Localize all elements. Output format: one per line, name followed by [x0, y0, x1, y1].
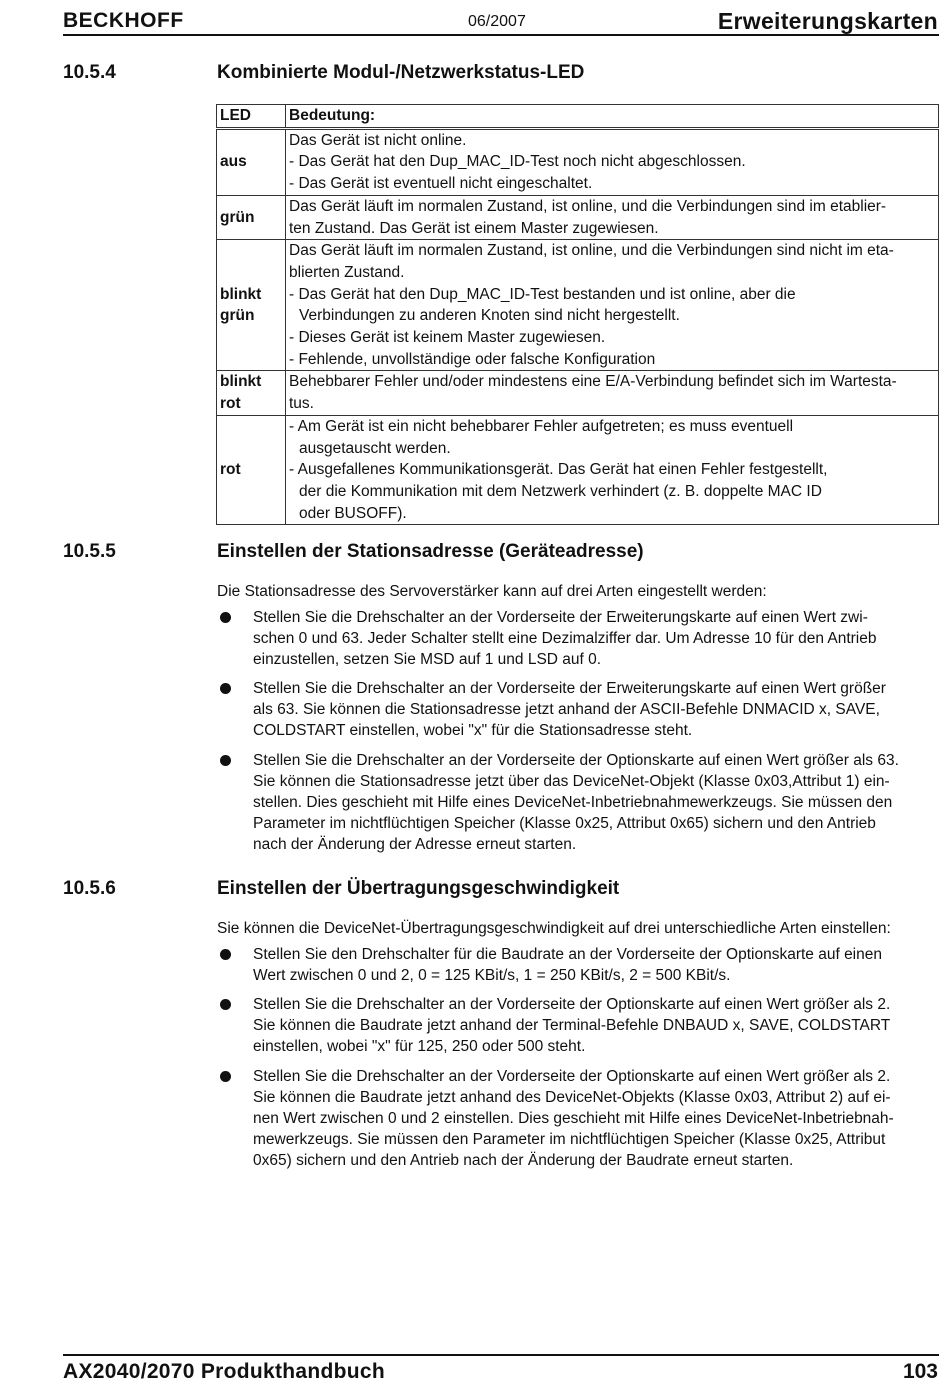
meaning-line: Verbindungen zu anderen Knoten sind nicht hergestellt.: [299, 307, 680, 325]
meaning-cell: [286, 371, 939, 415]
bullet-line: einzustellen, setzen Sie MSD auf 1 und LSD auf 0.: [253, 651, 602, 668]
meaning-line: Das Gerät läuft im normalen Zustand, ist online, und die Verbindungen sind nicht im eta-: [289, 242, 894, 260]
bullet-line: einstellen, wobei "x" für 125, 250 oder 500 steht.: [253, 1038, 586, 1055]
meaning-line: - Dieses Gerät ist keinem Master zugewiesen.: [289, 329, 606, 347]
bullet-text: [253, 1066, 942, 1171]
bullet-line: schen 0 und 63. Jeder Schalter stellt eine Dezimalziffer dar. Um Adresse 10 für den Antrieb: [253, 630, 877, 647]
section-number: 10.5.6: [63, 878, 116, 899]
intro-paragraph: Die Stationsadresse des Servoverstärker kann auf drei Arten eingestellt werden:: [217, 583, 767, 600]
bullet-text: [253, 607, 942, 670]
meaning-line: - Das Gerät ist eventuell nicht eingeschaltet.: [289, 175, 593, 193]
meaning-line: - Ausgefallenes Kommunikationsgerät. Das Gerät hat einen Fehler festgestellt,: [289, 461, 828, 479]
bullet-item: [217, 1066, 942, 1171]
bullet-line: stellen. Dies geschieht mit Hilfe eines DeviceNet-Inbetriebnahmewerkzeugs. Sie müssen den: [253, 794, 893, 811]
meaning-line: - Das Gerät hat den Dup_MAC_ID-Test noch nicht abgeschlossen.: [289, 153, 746, 171]
meaning-cell: [286, 195, 939, 239]
led-state-cell: [217, 371, 286, 415]
bullet-line: Stellen Sie die Drehschalter an der Vorderseite der Optionskarte auf einen Wert größer als 63.: [253, 752, 899, 769]
bullet-text: [253, 994, 942, 1057]
bullet-line: Parameter im nichtflüchtigen Speicher (Klasse 0x25, Attribut 0x65) sichern und den Antrieb: [253, 815, 876, 832]
table-row: [217, 415, 939, 525]
section-title: Einstellen der Übertragungsgeschwindigkeit: [217, 878, 620, 899]
meaning-line: oder BUSOFF).: [299, 504, 407, 522]
led-state-cell: [217, 195, 286, 239]
section-number: 10.5.4: [63, 62, 116, 83]
brand-logo: BECKHOFF: [63, 9, 184, 32]
page-number: 103: [902, 1360, 938, 1383]
section-title: Einstellen der Stationsadresse (Geräteadresse): [217, 541, 644, 562]
bullet-item: [217, 750, 942, 855]
bullet-line: Stellen Sie die Drehschalter an der Vorderseite der Optionskarte auf einen Wert größer als 2.: [253, 1068, 891, 1085]
led-state-cell: [217, 240, 286, 371]
led-state-label: rot: [220, 461, 241, 479]
meaning-line: - Fehlende, unvollständige oder falsche Konfiguration: [289, 350, 656, 368]
bullet-line: COLDSTART einstellen, wobei "x" für die Stationsadresse steht.: [253, 722, 693, 739]
bullet-item: [217, 607, 942, 670]
bullet-icon: [220, 612, 231, 623]
footer-manual-title: AX2040/2070 Produkthandbuch: [63, 1360, 386, 1383]
column-header-led: LED: [217, 105, 286, 129]
table-row: [217, 195, 939, 239]
table-row: [217, 371, 939, 415]
table-row: [217, 240, 939, 371]
meaning-cell: [286, 240, 939, 371]
header-date: 06/2007: [468, 13, 526, 30]
bullet-line: Sie können die Baudrate jetzt anhand der Terminal-Befehle DNBAUD x, SAVE, COLDSTART: [253, 1017, 891, 1034]
bullet-item: [217, 994, 942, 1057]
bullet-line: Stellen Sie den Drehschalter für die Baudrate an der Vorderseite der Optionskarte auf einen: [253, 946, 882, 963]
led-state-label: grün: [220, 307, 255, 325]
led-state-label: grün: [220, 208, 255, 226]
bullet-icon: [220, 949, 231, 960]
footer-rule: [63, 1354, 939, 1356]
meaning-line: - Am Gerät ist ein nicht behebbarer Fehler aufgetreten; es muss eventuell: [289, 417, 794, 435]
bullet-line: nen Wert zwischen 0 und 2 einstellen. Dies geschieht mit Hilfe eines DeviceNet-Inbetriebnah-: [253, 1110, 894, 1127]
intro-paragraph: Sie können die DeviceNet-Übertragungsgeschwindigkeit auf drei unterschiedliche Arten einstellen:: [217, 920, 891, 937]
meaning-line: ten Zustand. Das Gerät ist einem Master zugewiesen.: [289, 219, 659, 237]
led-status-table: [216, 104, 939, 525]
meaning-line: ausgetauscht werden.: [299, 439, 451, 457]
bullet-line: nach der Änderung der Adresse erneut starten.: [253, 836, 577, 853]
bullet-icon: [220, 755, 231, 766]
table-header-row: [217, 105, 939, 129]
meaning-line: blierten Zustand.: [289, 263, 405, 281]
bullet-icon: [220, 1071, 231, 1082]
bullet-line: Sie können die Baudrate jetzt anhand des DeviceNet-Objekts (Klasse 0x03, Attribut 2) auf ei-: [253, 1089, 891, 1106]
bullet-line: mewerkzeugs. Sie müssen den Parameter im nichtflüchtigen Speicher (Klasse 0x25, Attribut: [253, 1131, 886, 1148]
bullet-item: [217, 944, 942, 986]
section-title: Kombinierte Modul-/Netzwerkstatus-LED: [217, 62, 585, 83]
bullet-text: [253, 750, 942, 855]
led-state-cell: [217, 128, 286, 195]
section-number: 10.5.5: [63, 541, 116, 562]
meaning-cell: [286, 128, 939, 195]
led-state-cell: [217, 415, 286, 525]
bullet-line: Stellen Sie die Drehschalter an der Vorderseite der Erweiterungskarte auf einen Wert größer: [253, 680, 886, 697]
meaning-line: tus.: [289, 395, 314, 413]
led-state-label: rot: [220, 395, 241, 413]
meaning-line: Das Gerät ist nicht online.: [289, 131, 467, 149]
table-row: [217, 128, 939, 195]
meaning-line: Das Gerät läuft im normalen Zustand, ist online, und die Verbindungen sind im etablier-: [289, 197, 887, 215]
led-state-label: blinkt: [220, 373, 262, 391]
bullet-line: 0x65) sichern und den Antrieb nach der Änderung der Baudrate erneut starten.: [253, 1152, 794, 1169]
bullet-item: [217, 678, 942, 741]
bullet-icon: [220, 683, 231, 694]
meaning-line: - Das Gerät hat den Dup_MAC_ID-Test bestanden und ist online, aber die: [289, 285, 796, 303]
meaning-line: Behebbarer Fehler und/oder mindestens eine E/A-Verbindung befindet sich im Wartesta-: [289, 373, 897, 391]
bullet-text: [253, 678, 942, 741]
led-state-label: blinkt: [220, 285, 262, 303]
meaning-cell: [286, 415, 939, 525]
header-rule: [63, 34, 939, 36]
led-state-label: aus: [220, 153, 247, 171]
bullet-line: Wert zwischen 0 und 2, 0 = 125 KBit/s, 1 = 250 KBit/s, 2 = 500 KBit/s.: [253, 967, 731, 984]
bullet-line: Sie können die Stationsadresse jetzt über das DeviceNet-Objekt (Klasse 0x03,Attribut 1) ein-: [253, 773, 890, 790]
bullet-line: als 63. Sie können die Stationsadresse jetzt anhand der ASCII-Befehle DNMACID x, SAVE,: [253, 701, 880, 718]
bullet-text: [253, 944, 942, 986]
bullet-line: Stellen Sie die Drehschalter an der Vorderseite der Erweiterungskarte auf einen Wert zwi-: [253, 609, 868, 626]
bullet-line: Stellen Sie die Drehschalter an der Vorderseite der Optionskarte auf einen Wert größer als 2.: [253, 996, 891, 1013]
header-chapter-title: Erweiterungskarten: [717, 8, 938, 34]
column-header-meaning: Bedeutung:: [286, 105, 939, 129]
meaning-line: der die Kommunikation mit dem Netzwerk verhindert (z. B. doppelte MAC ID: [299, 482, 822, 500]
bullet-icon: [220, 999, 231, 1010]
